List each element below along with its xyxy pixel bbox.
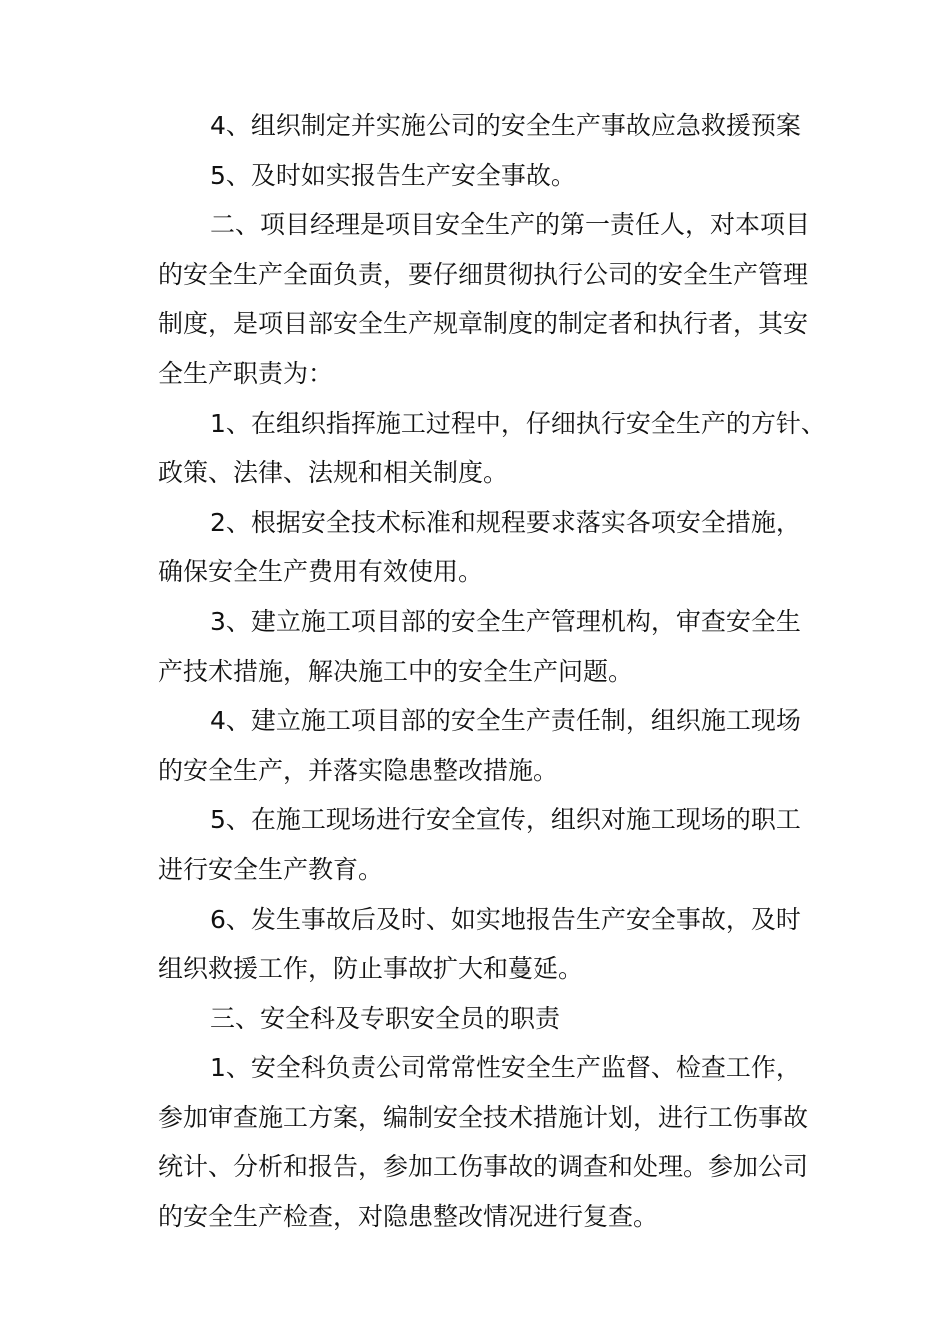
paragraph-line: 二、项目经理是项目安全生产的第一责任人，对本项目 bbox=[210, 210, 811, 240]
paragraph bbox=[158, 994, 828, 1044]
paragraph-line: 的安全生产，并落实隐患整改措施。 bbox=[158, 755, 559, 785]
paragraph-line: 6、发生事故后及时、如实地报告生产安全事故，及时 bbox=[210, 904, 801, 934]
paragraph-line: 制度，是项目部安全生产规章制度的制定者和执行者，其安 bbox=[158, 309, 809, 339]
paragraph-line: 政策、法律、法规和相关制度。 bbox=[158, 458, 509, 488]
paragraph-line: 全生产职责为： bbox=[158, 358, 334, 388]
document-body bbox=[158, 101, 828, 1242]
paragraph-line: 5、在施工现场进行安全宣传，组织对施工现场的职工 bbox=[210, 805, 801, 835]
paragraph-line: 4、建立施工项目部的安全生产责任制，组织施工现场 bbox=[210, 706, 801, 736]
paragraph bbox=[158, 795, 828, 894]
paragraph bbox=[158, 498, 828, 597]
paragraph-line: 确保安全生产费用有效使用。 bbox=[158, 557, 484, 587]
paragraph bbox=[158, 895, 828, 994]
paragraph-line: 参加审查施工方案，编制安全技术措施计划，进行工伤事故 bbox=[158, 1102, 809, 1132]
paragraph bbox=[158, 151, 828, 201]
paragraph-line: 1、安全科负责公司常常性安全生产监督、检查工作， bbox=[210, 1053, 801, 1083]
paragraph-line: 进行安全生产教育。 bbox=[158, 854, 384, 884]
paragraph-line: 3、建立施工项目部的安全生产管理机构，审查安全生 bbox=[210, 606, 801, 636]
paragraph-line: 组织救援工作，防止事故扩大和蔓延。 bbox=[158, 954, 584, 984]
paragraph bbox=[158, 1043, 828, 1241]
paragraph-line: 产技术措施，解决施工中的安全生产问题。 bbox=[158, 656, 634, 686]
paragraph-line: 的安全生产检查，对隐患整改情况进行复查。 bbox=[158, 1202, 659, 1232]
paragraph bbox=[158, 200, 828, 398]
paragraph-line: 5、及时如实报告生产安全事故。 bbox=[210, 160, 576, 190]
paragraph bbox=[158, 597, 828, 696]
paragraph-line: 三、安全科及专职安全员的职责 bbox=[210, 1003, 561, 1033]
paragraph bbox=[158, 399, 828, 498]
paragraph-line: 2、根据安全技术标准和规程要求落实各项安全措施， bbox=[210, 507, 801, 537]
paragraph-line: 统计、分析和报告，参加工伤事故的调查和处理。参加公司 bbox=[158, 1152, 809, 1182]
paragraph bbox=[158, 101, 828, 151]
paragraph-line: 的安全生产全面负责，要仔细贯彻执行公司的安全生产管理 bbox=[158, 259, 809, 289]
paragraph-line: 4、组织制定并实施公司的安全生产事故应急救援预案 bbox=[210, 111, 801, 140]
paragraph bbox=[158, 696, 828, 795]
paragraph-line: 1、在组织指挥施工过程中，仔细执行安全生产的方针、 bbox=[210, 408, 826, 438]
